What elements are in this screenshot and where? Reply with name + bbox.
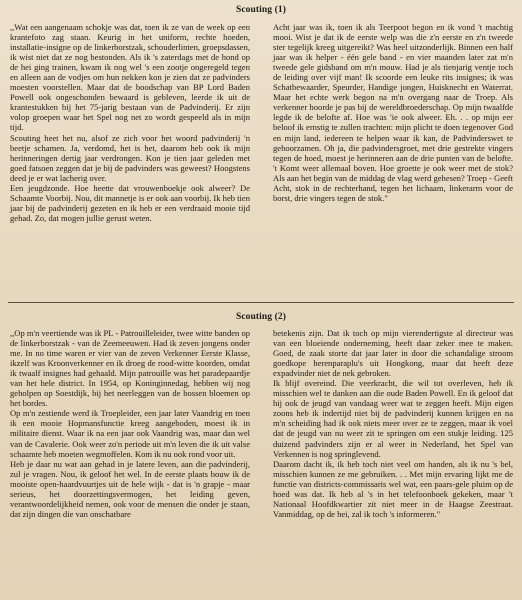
paragraph: Acht jaar was ik, toen ik als Teerpoot begon en ik vond 't machtig mooi. Wist je dat ik de eerste welp was die z'n eerste en z'n tweede ster tegelijk kreeg uitgereikt? Was heel uitzonderlijk. Binnen een half jaar was ik helper - één gele band - en vier maanden later zat m'n tweede gele gidsband om m'n mouw. Had je als tienjarig ventje toch de leiding over vijf man! Ik scoorde een leuke rits insignes; ik was Schatbewaarder, Speurder, Handige jongen, Huisknecht en Waterrat. Maar het echte werk begon na m'n overgang naar de Troep. Als verkenner hoorde je pas bij de wereldbroederschap. Op mijn twaalfde legde ik de belofte af. Hoe was 'ie ook alweer. Eh. . . op mijn eer beloof ik ernstig te zullen trachten: mijn plicht te doen tegenover God en mijn land, iedereen te helpen waar ik kan, de Padvinderswet te gehoorzamen. Oh ja, die padvindersgroet, met drie gestrekte vingers tegen de hoed, moest je herinneren aan de drie punten van de belofte. 't Komt weer allemaal boven. Hoe groette je ook weer met de stok? Als aan het begin van de middag de vlag werd gehesen? Troep - Geeft Acht, stok in de rechterhand, tegen het lichaam, linkerarm voor de borst, drie vingers tegen de stok." xyxy=(273,22,513,203)
paragraph: ,,Wat een aangenaam schokje was dat, toen ik ze van de week op een krantefoto zag staan. Keurig in het uniform, rechte hoeden, installatie-insigne op de linkerborstzak, schouderlinten, groepsdassen, ik wist niet dat ze nog bestonden. Als ik 's zaterdags met de hond op de hei ging trainen, kwam ik nog wel 's een zootje ongeregeld tegen en alleen aan de vodjes om hun nekken kon je zien dat ze padvinders moesten voorstellen. Maar dat de boodschap van BP Lord Baden Powell ook ongeschonden bewaard is gebleven, leerde ik uit de krantestukken bij het 75-jarig bestaan van de Padvinderij. Er zijn volop groepen waar het Spel nog net zo wordt gespeeld als in mijn tijd. xyxy=(10,22,250,133)
section-title-scouting-1: Scouting (1) xyxy=(235,5,287,15)
paragraph: betekenis zijn. Dat ik toch op mijn vierendertigste al directeur was van een bloeiende onderneming, heeft daar zeker mee te maken. Goed, de zaak storte dat jaar later in door die schandalige stroom goedkope herenparaplu's uit Hongkong, maar dat heeft deze expadvinder niet de nek gebroken. xyxy=(273,328,513,379)
paragraph: Heb je daar nu wat aan gehad in je latere leven, aan die padvinderij, zul je vragen. Nou, ik geloof het wel. In de eerste plaats bouw ik de mooiste open-haardvuurtjes uit de hele wijk - dat is 'n grapje - maar serieus, het doorzettingsvermogen, het leiding geven, verantwoordelijkheid nemen, ook voor de mensen die onder je staan, dat zijn dingen die van onschatbare xyxy=(10,458,250,519)
paragraph: Op m'n zestiende werd ik Troepleider, een jaar later Vaandrig en toen ik een mooie Hopmansfunctie kreeg aangeboden, moest ik in militaire dienst. Waar ik na een jaar ook Vaandrig was, maar dan wel van de Cavalerie. Ook weer zo'n periode uit m'n leven die ik uit valse schaamte heb moeten wegmoffelen. Kom ik nu ook rond voor uit. xyxy=(10,408,250,459)
paragraph: Daarom dacht ik, ik heb toch niet veel om handen, als ik nu 's bel, misschien kunnen ze me gebruiken. . . Met mijn ervaring lijkt me de functie van districts-commissaris wel wat, een paars-gele pluim op de hoed was dat. Ik heb al 's in het telefoonboek gekeken, maar 't Nationaal Hoofdkwartier zit niet meer in de Haagse Zeestraat. Vanmiddag, op de hei, zal ik toch 's informeren." xyxy=(273,458,513,519)
column-right-scouting-1 xyxy=(273,22,513,203)
column-left-scouting-1 xyxy=(10,22,250,223)
paragraph: Een jeugdzonde. Hoe heette dat vrouwenboekje ook alweer? De Schaamte Voorbij. Nou, dit mannetje is er ook aan voorbij. Ik heb tien jaar bij de padvinderij gezeten en ik heb er een verdraaid mooie tijd gehad. Zo, dat mogen jullie gerust weten. xyxy=(10,182,250,223)
paragraph: Ik blijf overeind. Die veerkracht, die wil tot overleven, heb ik misschien wel te danken aan die oude Baden Powell. En ik geloof dat hij ook de jeugd van vandaag weer wat te zeggen heeft. Mijn eigen zoons heb ik indertijd niet bij de padvinderij kunnen krijgen en na m'n scheiding had ik ook niets meer over ze te zeggen, maar ik voel dat de jeugd van nu weer zit te springen om een stukje leiding. 125 duizend padvinders zijn er al weer in Nederland, het Spel van Verkennen is nog springlevend. xyxy=(273,378,513,459)
column-left-scouting-2 xyxy=(10,328,250,519)
column-right-scouting-2 xyxy=(273,328,513,519)
paragraph: ,,Op m'n veertiende was ik PL - Patrouilleleider, twee witte banden op de linkerborstzak - van de Zeemeeuwen. Had ik zeven jongens onder me. In no time waren er vier van de zeven Verkenner Eerste Klasse, ikzelf was Kroonverkenner en ik droeg de rood-witte koorden, omdat ik twaalf insignes had gehaald. Mijn patrouille was het paradepaardje van het hele district. In 1954, op Koninginnedag, hebben wij nog geholpen op Soestdijk, bij het neerleggen van de bossen bloemen op het bordes. xyxy=(10,328,250,409)
section-title-scouting-2: Scouting (2) xyxy=(235,312,287,322)
paragraph: Scouting heet het nu, alsof ze zich voor het woord padvinderij 'n beetje schamen. Ja, verdomd, het is het, daarom heb ook ik mijn herinneringen dertig jaar verdrongen. Kon je tien jaar geleden met goed fatsoen zeggen dat je bij de padvinders was geweest? Hoogstens deed je er wat lacherig over. xyxy=(10,132,250,183)
section-divider xyxy=(8,302,514,303)
